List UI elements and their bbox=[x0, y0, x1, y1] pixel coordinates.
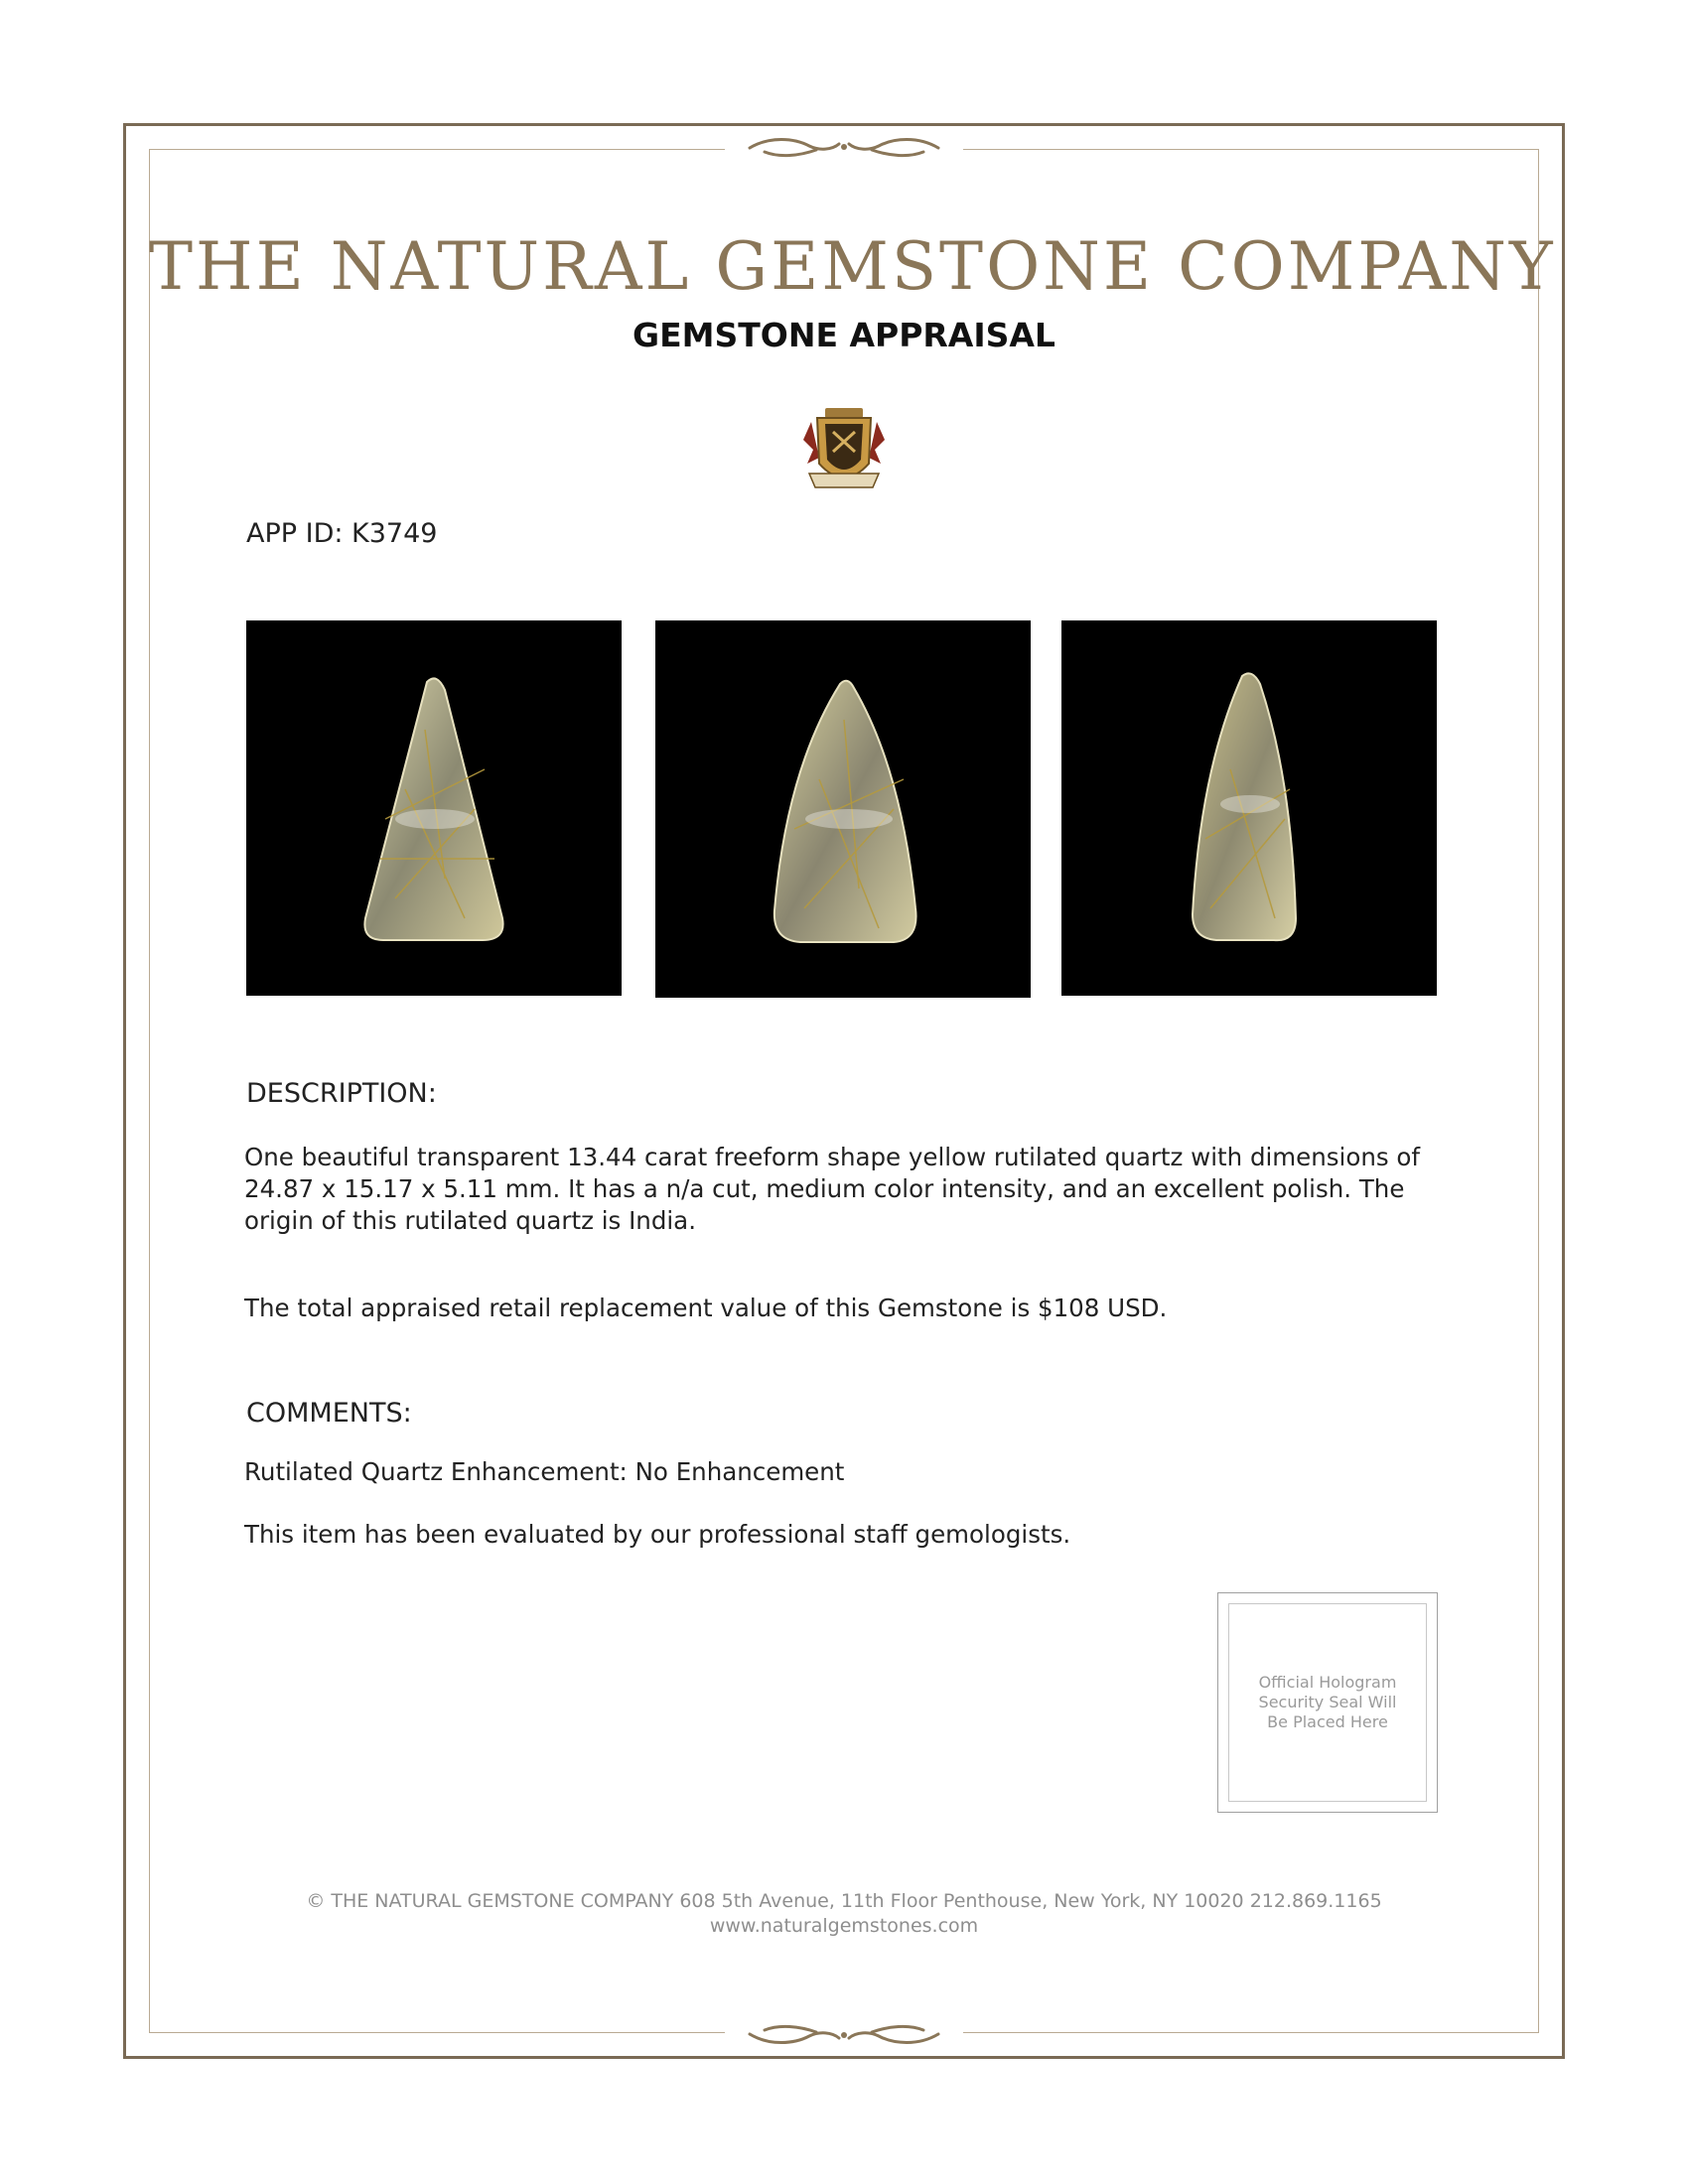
rutilated-quartz-side-photo-icon bbox=[1061, 620, 1437, 996]
document-title: GEMSTONE APPRAISAL bbox=[633, 316, 1055, 354]
hologram-seal-text: Official Hologram Security Seal Will Be Placed Here bbox=[1258, 1673, 1397, 1731]
gem-photo-1 bbox=[246, 620, 622, 996]
ornament-top-icon bbox=[725, 134, 963, 164]
description-text: One beautiful transparent 13.44 carat freeform shape yellow rutilated quartz with dimensions of 24.87 x 15.17 x 5.11 mm. It has a n/a cut, medium color intensity, and an excellent polish. The origin of this rutilated quartz is India. bbox=[244, 1143, 1421, 1235]
ornament-bottom-icon bbox=[725, 2018, 963, 2048]
app-id: APP ID: K3749 bbox=[246, 518, 438, 549]
hologram-seal-box bbox=[1217, 1592, 1438, 1813]
gem-photo-2 bbox=[655, 620, 1031, 998]
footer-website: www.naturalgemstones.com bbox=[709, 1915, 979, 1937]
company-name: THE NATURAL GEMSTONE COMPANY bbox=[149, 228, 1556, 305]
evaluation-note: This item has been evaluated by our professional staff gemologists. bbox=[244, 1520, 1071, 1549]
footer-address: © THE NATURAL GEMSTONE COMPANY 608 5th Avenue, 11th Floor Penthouse, New York, NY 10020 212.869.1165 bbox=[306, 1890, 1382, 1912]
rutilated-quartz-front-photo-icon bbox=[246, 620, 622, 996]
rutilated-quartz-angle-photo-icon bbox=[655, 620, 1031, 998]
enhancement-note: Rutilated Quartz Enhancement: No Enhancement bbox=[244, 1457, 845, 1486]
description-label: DESCRIPTION: bbox=[246, 1078, 437, 1109]
comments-label: COMMENTS: bbox=[246, 1398, 412, 1429]
appraised-value: The total appraised retail replacement value of this Gemstone is $108 USD. bbox=[244, 1294, 1168, 1322]
gem-photo-3 bbox=[1061, 620, 1437, 996]
crest-icon bbox=[799, 402, 889, 501]
hologram-seal-inner bbox=[1228, 1603, 1427, 1802]
